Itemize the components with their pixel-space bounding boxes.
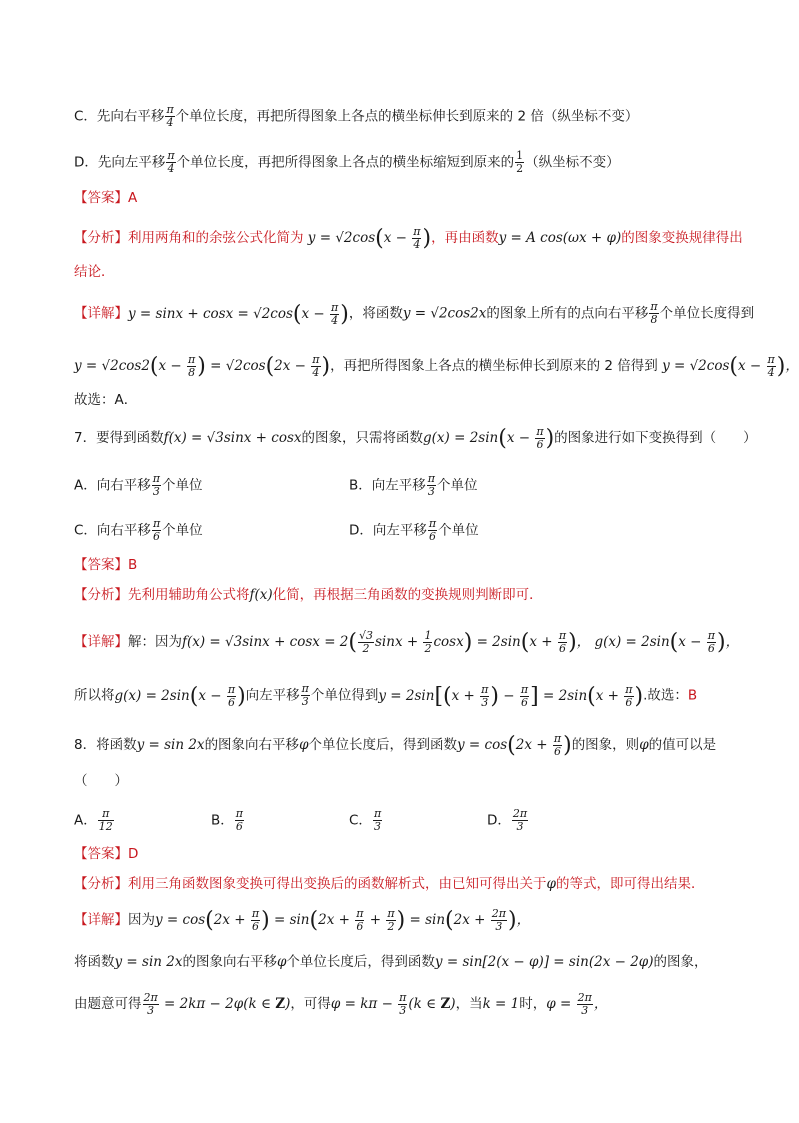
- q6-analysis: [74, 226, 743, 251]
- detail-text: 时，: [519, 996, 547, 1012]
- formula: y = A cos(ωx + φ): [498, 230, 622, 246]
- option-label: B．向左平移: [349, 477, 426, 494]
- analysis-tag: 【分析】: [74, 876, 128, 892]
- q8-analysis: [74, 874, 704, 894]
- option-label: D．向左平移: [349, 522, 427, 539]
- detail-tag: 【详解】: [74, 912, 128, 928]
- analysis-tag: 【分析】: [74, 230, 128, 246]
- detail-text: ，可得: [290, 996, 331, 1012]
- answer-value: B: [687, 687, 698, 704]
- stem-text: 的值可以是: [648, 737, 717, 753]
- answer-value: A: [128, 190, 138, 206]
- fraction: $\frac{\pi}{6}$: [152, 517, 161, 543]
- stem-text: 的图象，则: [571, 737, 640, 753]
- q7-answer: [74, 555, 137, 575]
- formula: φ: [546, 876, 556, 892]
- formula: φ = $\frac{2\pi}{3}$ ，: [546, 991, 608, 1017]
- formula: y = √2cos(x − $\frac{\pi}{4}$ )，: [662, 353, 799, 379]
- formula: g(x) = 2sin(x − $\frac{\pi}{6}$ ): [114, 682, 246, 709]
- q7-option-a[interactable]: [74, 473, 202, 498]
- formula: f(x): [249, 587, 273, 603]
- formula: y = √2cos(x − $\frac{\pi}{4}$ ): [307, 225, 432, 251]
- fraction: $\frac{\pi}{4}$: [167, 149, 175, 175]
- stem-text: 的图象，只需将函数: [301, 430, 424, 446]
- detail-text: 故选：: [647, 687, 688, 704]
- fraction: $\frac{\pi}{3}$: [301, 682, 309, 708]
- stem-text: 个单位长度后，得到函数: [308, 737, 458, 753]
- q6-option-d-label: D．先向左平移: [74, 154, 166, 171]
- q7-number: 7．要得到函数: [74, 430, 164, 446]
- formula: f(x) = √3sinx + cosx = 2( $\frac{√3}{2}$ sinx + $\frac{1}{2}$ cosx) = 2sin(x + $\frac{\pi}{6}$ )， g(x) = 2sin(x − $\frac{\pi}{6}$ )，: [182, 629, 740, 655]
- q6-answer: [74, 188, 137, 208]
- detail-text: 个单位长度后，得到函数: [286, 954, 435, 970]
- formula: y = sin[2(x − φ)] = sin(2x − 2φ): [434, 954, 654, 970]
- analysis-text: 的图象变换规律得出: [621, 230, 743, 246]
- analysis-text: 的等式，即可得出结果．: [555, 876, 705, 892]
- q8-option-d[interactable]: [487, 808, 529, 833]
- answer-tag: 【答案】: [74, 190, 128, 206]
- detail-text: 的图象，: [653, 954, 708, 970]
- stem-text: 的图象向右平移: [204, 737, 300, 753]
- option-unit: 个单位: [161, 477, 203, 494]
- fraction: $\frac{\pi}{12}$: [98, 807, 113, 833]
- q6-option-c-label: C．先向右平移: [74, 108, 165, 125]
- q8-detail-2: [74, 952, 708, 972]
- analysis-tag: 【分析】: [74, 587, 128, 603]
- q7-option-b[interactable]: [349, 473, 478, 498]
- detail-text: ，再把所得图象上各点的横坐标伸长到原来的 2 倍得到: [330, 358, 658, 374]
- answer-tag: 【答案】: [74, 846, 128, 862]
- fraction: $\frac{\pi}{3}$: [373, 807, 382, 833]
- detail-tag: 【详解】: [74, 634, 128, 650]
- formula: $\frac{2\pi}{3}$ = 2kπ − 2φ(k ∈ Z): [143, 991, 291, 1017]
- analysis-text: 利用两角和的余弦公式化简为: [128, 230, 304, 246]
- detail-text: ，将函数: [348, 305, 403, 322]
- answer-tag: 【答案】: [74, 557, 128, 573]
- q6-analysis-cont: 结论．: [74, 264, 115, 280]
- detail-text: 个单位得到: [310, 687, 379, 704]
- analysis-text: 利用三角函数图象变换可得出变换后的函数解析式，由已知可得出关于: [128, 876, 547, 892]
- formula: g(x) = 2sin(x − $\frac{\pi}{6}$ ): [423, 425, 555, 451]
- fraction: $\frac{\pi}{4}$: [166, 103, 174, 129]
- answer-value: D: [128, 846, 139, 862]
- option-label: C．向右平移: [74, 522, 151, 539]
- q8-option-b[interactable]: [211, 808, 245, 833]
- q7-option-c[interactable]: [74, 518, 203, 543]
- fraction: $\frac{\pi}{6}$: [235, 807, 243, 833]
- q6-detail-2: [74, 354, 799, 379]
- q8-option-c[interactable]: [349, 808, 383, 833]
- detail-text: 个单位长度得到: [659, 305, 755, 322]
- formula: φ: [639, 737, 649, 753]
- detail-text: 的图象向右平移: [182, 954, 277, 970]
- q8-detail: [74, 908, 530, 933]
- q6-detail: [74, 301, 754, 327]
- detail-text: 向左平移: [245, 687, 300, 704]
- q8-answer: [74, 844, 138, 864]
- fraction: $\frac{2\pi}{3}$: [512, 807, 528, 833]
- q7-stem: [74, 426, 757, 451]
- formula: y = sin 2x: [114, 954, 183, 970]
- formula: f(x) = √3sinx + cosx: [163, 430, 302, 446]
- detail-text: 将函数: [74, 954, 115, 970]
- analysis-text: 化简，再根据三角函数的变换规则判断即可．: [272, 587, 543, 603]
- q7-option-d[interactable]: [349, 518, 479, 543]
- detail-text: 所以将: [74, 687, 115, 704]
- fraction: $\frac{\pi}{3}$: [427, 472, 435, 498]
- analysis-text: 先利用辅助角公式将: [128, 587, 250, 603]
- q8-detail-3: [74, 992, 607, 1017]
- stem-text: 的图象进行如下变换得到（ ）: [554, 430, 757, 446]
- detail-text: 由题意可得: [74, 996, 142, 1012]
- formula: φ: [299, 737, 309, 753]
- analysis-text: ，再由函数: [431, 230, 499, 246]
- formula: y = cos(2x + $\frac{\pi}{6}$ ): [457, 732, 572, 758]
- q8-option-a[interactable]: [74, 808, 115, 833]
- option-unit: 个单位: [438, 522, 479, 539]
- answer-value: B: [128, 557, 138, 573]
- formula: k = 1: [482, 996, 520, 1012]
- q6-option-c-text: 个单位长度，再把所得图象上各点的横坐标伸长到原来的 2 倍（纵坐标不变）: [175, 108, 639, 125]
- q8-stem: [74, 733, 716, 758]
- q6-option-d-text: 个单位长度，再把所得图象上各点的横坐标缩短到原来的: [176, 154, 515, 171]
- q7-detail: [74, 630, 739, 655]
- detail-tag: 【详解】: [74, 305, 128, 322]
- detail-text: 因为: [128, 912, 155, 928]
- q7-detail-2: 所以将g(x) = 2sin(x − $\frac{\pi}{6}$ )向左平移 $\frac{\pi}{3}$ 个单位得到y = 2sin[(x + $\frac{\pi}{3}$ ) − $\frac{\pi}{6}$ ] = 2sin(x + $\frac{\pi}{6}$ ).故选：B: [74, 682, 698, 709]
- fraction: $\frac{\pi}{6}$: [428, 517, 437, 543]
- q6-conclusion: 故选：A．: [74, 392, 138, 408]
- formula: y = sinx + cosx = √2cos(x − $\frac{\pi}{4}$ ): [128, 300, 349, 327]
- formula: y = cos(2x + $\frac{\pi}{6}$ ) = sin(2x + $\frac{\pi}{6}$ + $\frac{\pi}{2}$ ) = sin(2x + $\frac{2\pi}{3}$ )，: [155, 907, 531, 933]
- fraction: $\frac{1}{2}$: [516, 149, 524, 175]
- detail-text: ，当: [455, 996, 483, 1012]
- detail-text: 解：因为: [128, 634, 182, 650]
- detail-text: 的图象上所有的点向右平移: [486, 305, 649, 322]
- formula: y = √2cos2x: [402, 305, 487, 322]
- q6-option-d-note: （纵坐标不变）: [525, 154, 620, 171]
- formula: y = sin 2x: [136, 737, 205, 753]
- q6-option-c: [74, 104, 638, 129]
- option-label: C．: [349, 812, 372, 829]
- formula: φ: [276, 954, 287, 970]
- fraction: $\frac{\pi}{3}$: [152, 472, 160, 498]
- option-label: A．: [74, 812, 97, 829]
- formula: φ = kπ − $\frac{\pi}{3}$ (k ∈ Z): [330, 991, 456, 1017]
- option-unit: 个单位: [162, 522, 203, 539]
- option-label: B．: [211, 812, 234, 829]
- q8-number: 8．将函数: [74, 737, 137, 753]
- option-label: D．: [487, 812, 511, 829]
- fraction: $\frac{\pi}{8}$: [650, 300, 658, 326]
- q8-answer-paren: （ ）: [74, 773, 128, 789]
- option-label: A．向右平移: [74, 477, 151, 494]
- formula: y = 2sin[(x + $\frac{\pi}{3}$ ) − $\frac{\pi}{6}$ ] = 2sin(x + $\frac{\pi}{6}$ ): [378, 682, 644, 709]
- q6-option-d: [74, 150, 620, 175]
- q7-analysis: [74, 585, 543, 605]
- formula: y = √2cos2(x − $\frac{\pi}{8}$ ) = √2cos(2x − $\frac{\pi}{4}$ ): [74, 353, 331, 379]
- option-unit: 个单位: [437, 477, 478, 494]
